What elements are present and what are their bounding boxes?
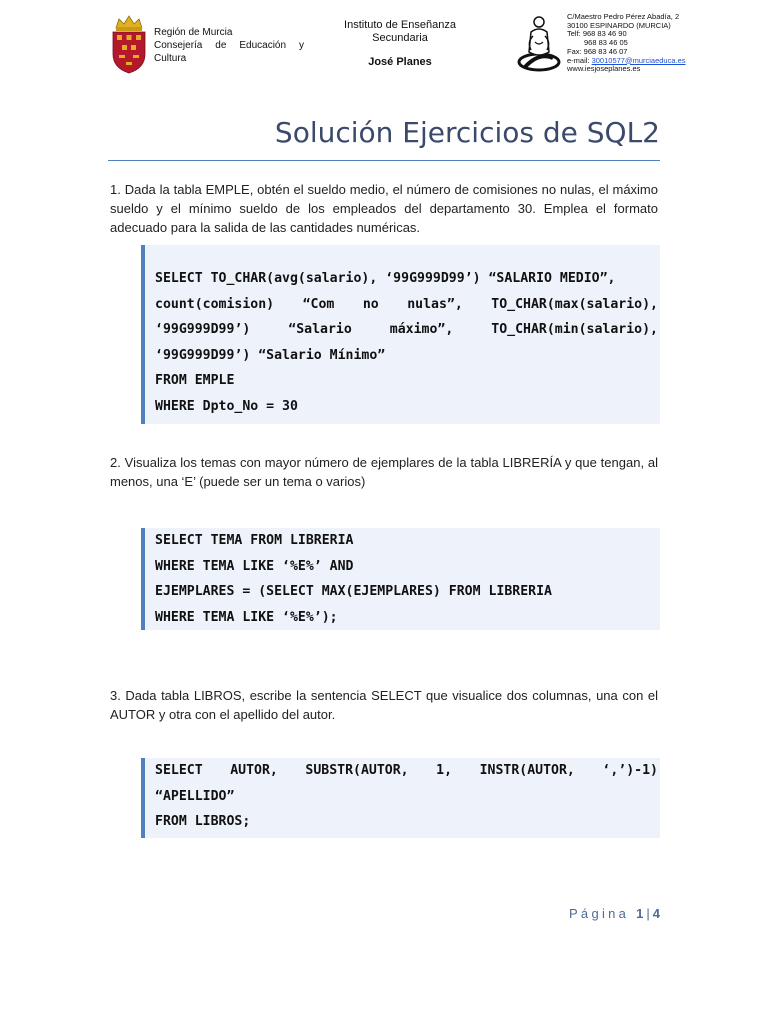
code-block-2 (141, 528, 660, 630)
code-line: ‘99G999D99’) “Salario Mínimo” (155, 347, 386, 363)
code-line: SELECT TO_CHAR(avg(salario), ‘99G999D99’) “SALARIO MEDIO”, (155, 271, 616, 286)
school-logo-icon (517, 12, 561, 74)
fax-line: Fax: 968 83 46 07 (567, 46, 628, 56)
question-1-text: 1. Dada la tabla EMPLE, obtén el sueldo medio, el número de comisiones no nulas, el máximo sueldo y el mínimo sueldo de los empleados del departamento 30. Emplea el formato adecuado para la salida de las cantidades numéricas. (110, 182, 658, 235)
region-line: Consejería de Educación y (154, 40, 304, 51)
institute-line: Secundaria (372, 32, 428, 44)
phone-line: Telf: 968 83 46 90 (567, 29, 627, 39)
website-line: www.iesjoseplanes.es (567, 64, 641, 74)
code-line: WHERE TEMA LIKE ‘%E%’); (155, 609, 338, 625)
code-line: FROM LIBROS; (155, 814, 251, 830)
address-line: C/Maestro Pedro Pérez Abadía, 2 (567, 12, 680, 21)
institute-line: Instituto de Enseñanza (344, 19, 456, 31)
email-link[interactable]: 30010577@murciaeduca.es (591, 55, 686, 65)
contact-info (567, 13, 757, 74)
code-line: ‘99G999D99’) “Salario máximo”, TO_CHAR(min(salario), (155, 322, 658, 338)
code-line: EJEMPLARES = (SELECT MAX(EJEMPLARES) FROM LIBRERIA (155, 584, 552, 600)
phone-line: 968 83 46 05 (584, 38, 628, 48)
title-divider (108, 160, 660, 161)
current-page: 1 (636, 906, 644, 921)
code-block-3 (141, 758, 660, 838)
institute-name (330, 19, 470, 69)
email-label: e-mail: (567, 55, 592, 65)
code-line: SELECT TEMA FROM LIBRERIA (155, 533, 354, 548)
murcia-crest-icon (110, 14, 148, 74)
page-separator: | (646, 906, 650, 921)
question-3-text: 3. Dada tabla LIBROS, escribe la sentencia SELECT que visualice dos columnas, una con el AUTOR y otra con el apellido del autor. (110, 688, 658, 722)
total-pages: 4 (652, 906, 660, 921)
question-2-text: 2. Visualiza los temas con mayor número de ejemplares de la tabla LIBRERÍA y que tengan, al menos, una ‘E’ (puede ser un tema o varios) (110, 455, 658, 489)
page-title: Solución Ejercicios de SQL2 (274, 116, 660, 149)
code-line: WHERE Dpto_No = 30 (155, 398, 298, 414)
code-line: SELECT AUTOR, SUBSTR(AUTOR, 1, INSTR(AUTOR, ‘,’)-1) (155, 763, 658, 778)
code-line: FROM EMPLE (155, 373, 235, 389)
region-line: Región de Murcia (154, 27, 233, 38)
code-block-1 (141, 245, 660, 424)
region-name (154, 26, 304, 65)
code-line: count(comision) “Com no nulas”, TO_CHAR(max(salario), (155, 296, 658, 312)
code-line: “APELLIDO” (155, 788, 235, 804)
address-line: 30100 ESPINARDO (MURCIA) (567, 20, 671, 30)
page-label: Página (568, 906, 630, 921)
school-name: José Planes (368, 56, 432, 68)
region-line: Cultura (154, 53, 187, 64)
page-number (540, 906, 660, 921)
code-line: WHERE TEMA LIKE ‘%E%’ AND (155, 558, 354, 574)
